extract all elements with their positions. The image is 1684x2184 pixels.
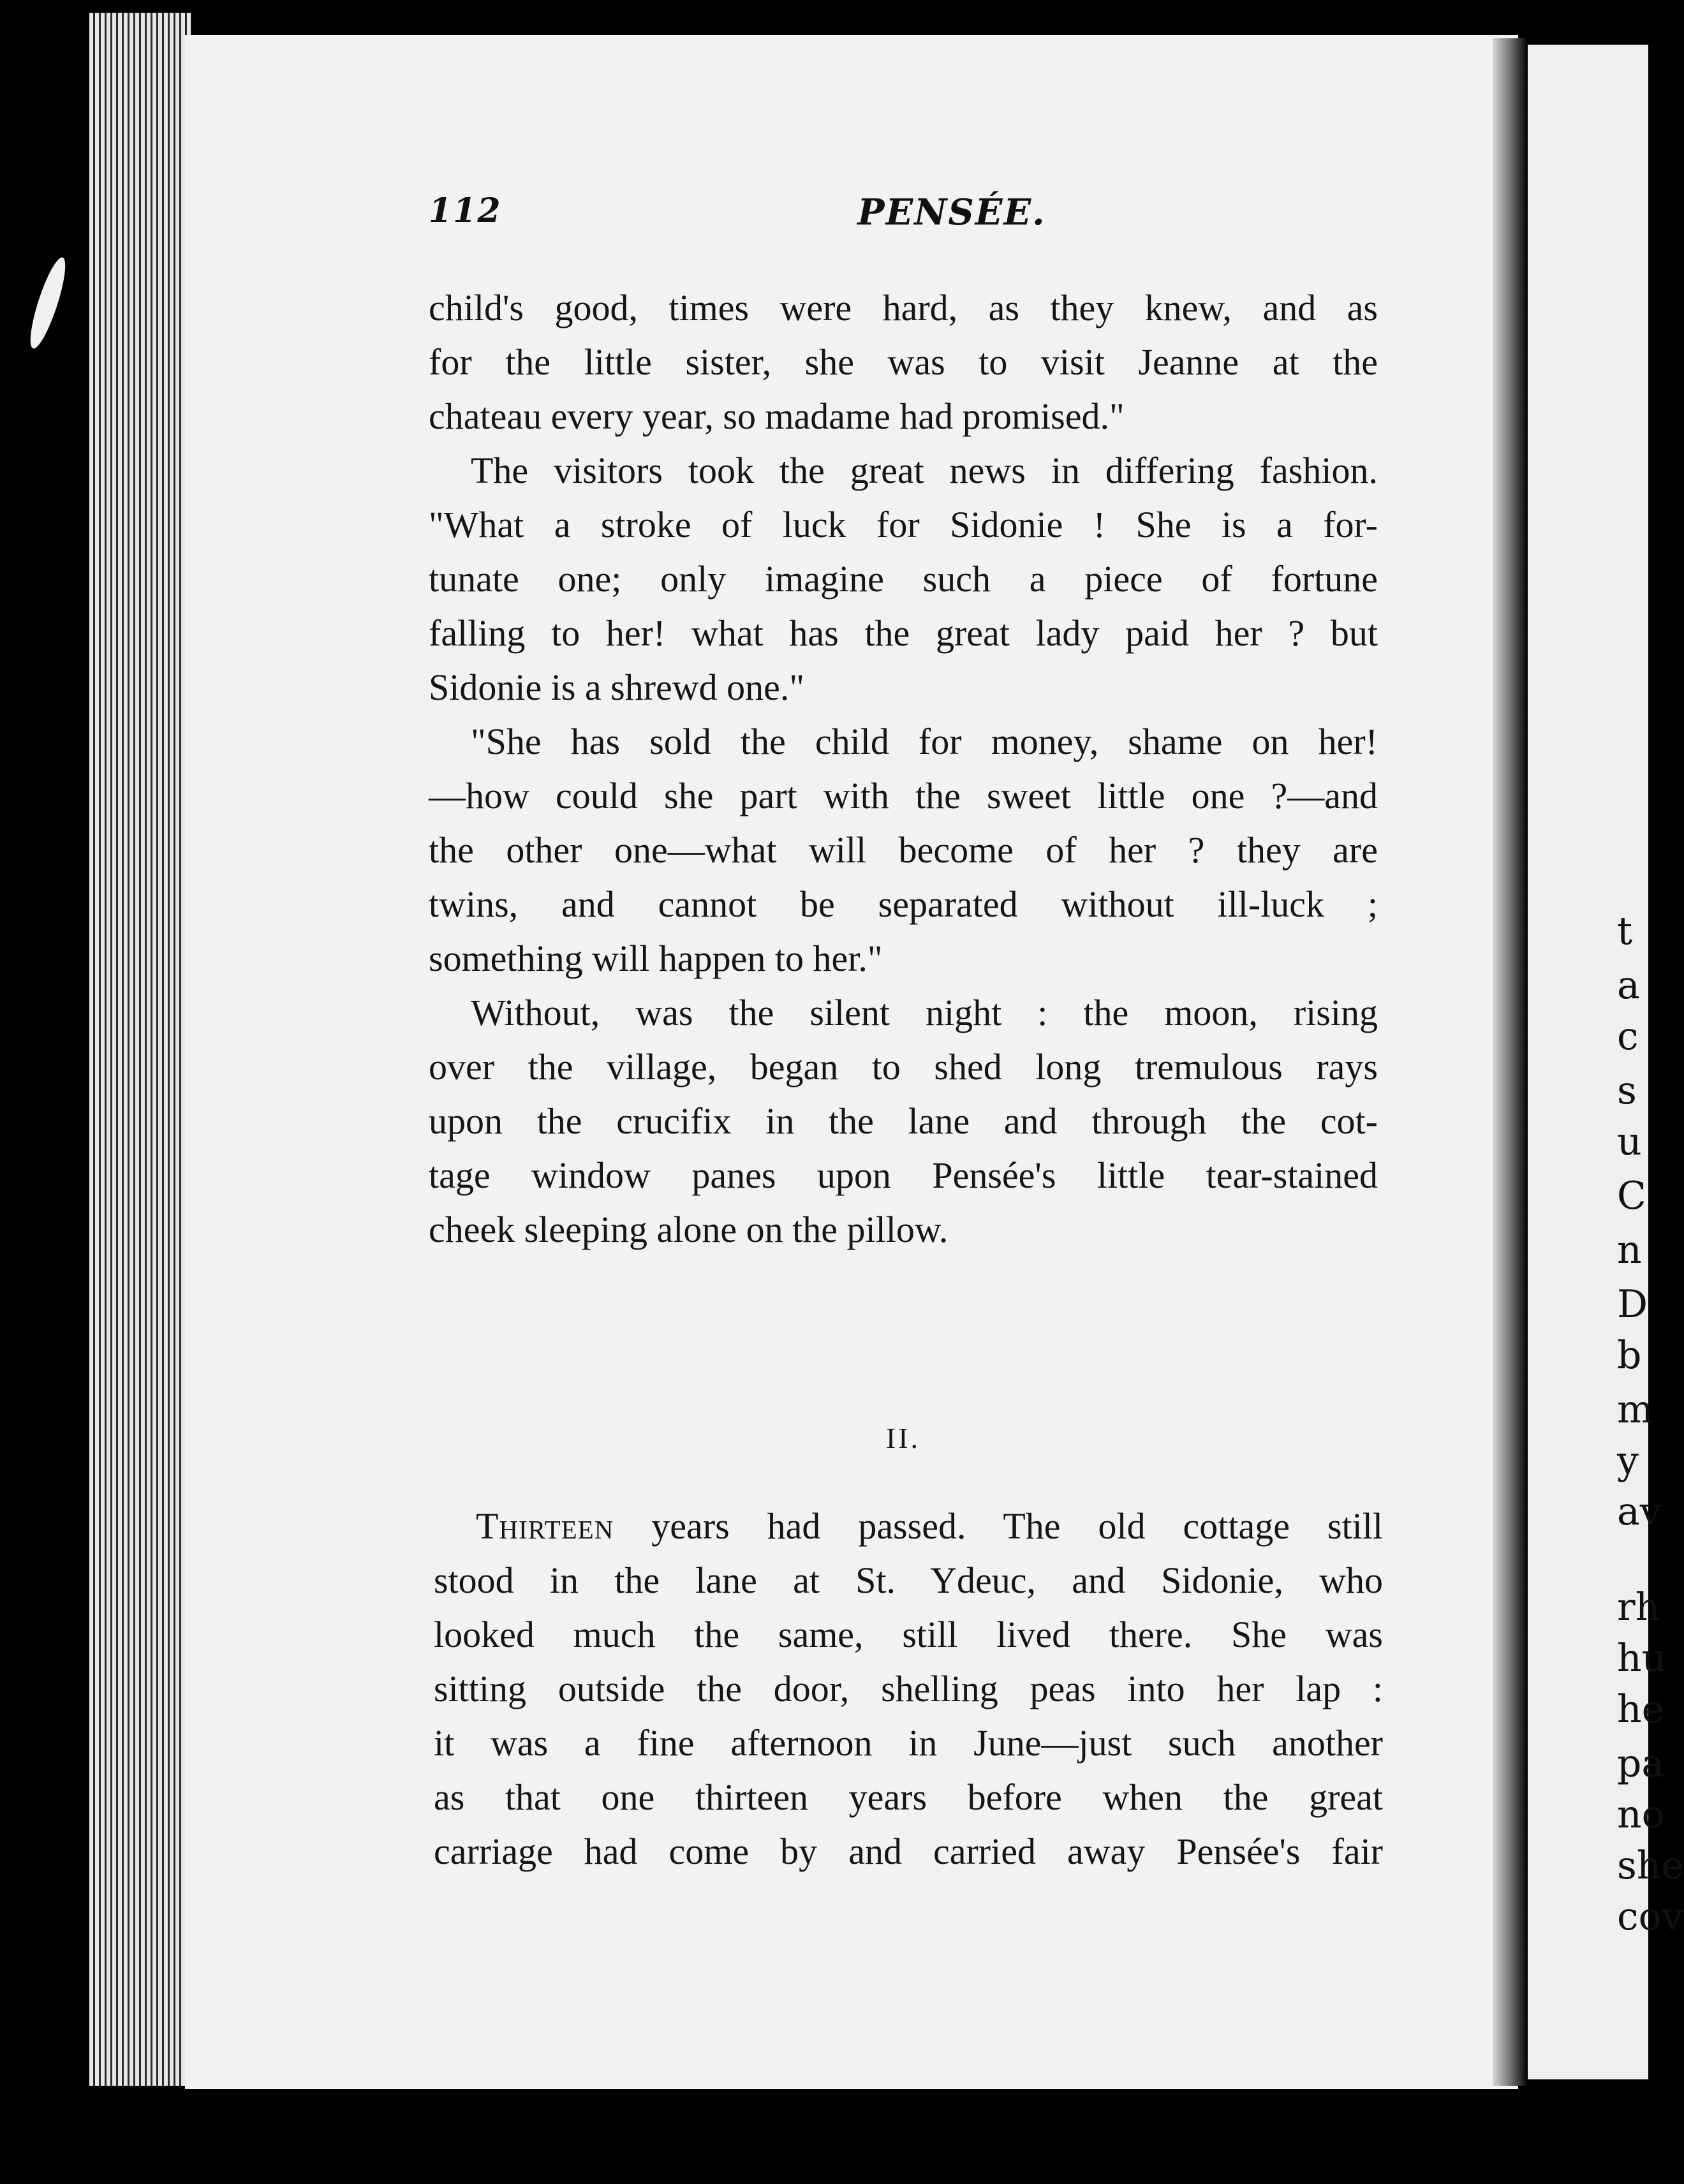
text-line bbox=[434, 1499, 1383, 1553]
text-line: it was a fine afternoon in June—just such another bbox=[434, 1722, 1383, 1764]
text-line: looked much the same, still lived there. She was bbox=[434, 1614, 1383, 1655]
fragment-text: t bbox=[1617, 909, 1633, 954]
paragraph bbox=[434, 1499, 1383, 1878]
text-line: carriage had come by and carried away Pensée's fair bbox=[434, 1831, 1383, 1872]
text-line: The visitors took the great news in differing fashion. bbox=[471, 450, 1378, 491]
right-page-fragment bbox=[1528, 45, 1684, 2079]
fragment-text: av bbox=[1617, 1489, 1662, 1534]
paragraph bbox=[429, 281, 1378, 443]
fragment-text: y bbox=[1617, 1438, 1639, 1483]
text-line: upon the crucifix in the lane and through the cot- bbox=[429, 1100, 1378, 1142]
fragment-text: s bbox=[1617, 1068, 1637, 1113]
fragment-text: no bbox=[1617, 1792, 1665, 1837]
opening-word: Thirteen bbox=[476, 1505, 614, 1547]
text-line: falling to her! what has the great lady paid her ? but bbox=[429, 612, 1378, 654]
text-line: "What a stroke of luck for Sidonie ! She is a for- bbox=[429, 504, 1378, 545]
text-line: —how could she part with the sweet little one ?—and bbox=[429, 775, 1378, 816]
fragment-text: n bbox=[1617, 1228, 1642, 1273]
text-line: twins, and cannot be separated without ill-luck ; bbox=[429, 883, 1378, 925]
text-line: stood in the lane at St. Ydeuc, and Sidonie, who bbox=[434, 1560, 1383, 1601]
text-line: tage window panes upon Pensée's little tear-stained bbox=[429, 1155, 1378, 1196]
text-block bbox=[429, 281, 1378, 1257]
text-line: cheek sleeping alone on the pillow. bbox=[429, 1209, 949, 1250]
fragment-text: hu bbox=[1617, 1636, 1667, 1681]
text-line: "She has sold the child for money, shame on her! bbox=[471, 721, 1378, 762]
fragment-text: D bbox=[1617, 1282, 1648, 1327]
fragment-text: cov bbox=[1617, 1894, 1683, 1939]
fragment-text: u bbox=[1617, 1119, 1642, 1164]
fragment-text: b bbox=[1617, 1333, 1642, 1378]
paragraph bbox=[429, 714, 1378, 985]
text-line: something will happen to her." bbox=[429, 938, 883, 979]
page-edges bbox=[89, 13, 191, 2086]
page-number: 112 bbox=[429, 191, 502, 230]
book-gutter bbox=[1493, 38, 1528, 2086]
section-number: II. bbox=[885, 1422, 921, 1454]
fragment-text: pa bbox=[1617, 1741, 1665, 1786]
fragment-text: rh bbox=[1617, 1585, 1660, 1630]
text-line: chateau every year, so madame had promised." bbox=[429, 395, 1125, 437]
fragment-text: c bbox=[1617, 1014, 1639, 1059]
opening-line-rest: years had passed. The old cottage still bbox=[614, 1505, 1383, 1547]
text-line: Sidonie is a shrewd one." bbox=[429, 667, 805, 708]
text-line: the other one—what will become of her ? they are bbox=[429, 829, 1378, 871]
paragraph bbox=[429, 443, 1378, 714]
fragment-text: he bbox=[1617, 1687, 1665, 1732]
section-text-block bbox=[434, 1499, 1383, 1878]
text-line: for the little sister, she was to visit Jeanne at the bbox=[429, 341, 1378, 383]
text-line: tunate one; only imagine such a piece of fortune bbox=[429, 558, 1378, 600]
text-line: child's good, times were hard, as they knew, and as bbox=[429, 287, 1378, 328]
page-header bbox=[429, 191, 1378, 242]
text-line: as that one thirteen years before when the great bbox=[434, 1776, 1383, 1818]
text-line: Without, was the silent night : the moon, rising bbox=[471, 992, 1378, 1033]
running-title: PENSÉE. bbox=[857, 191, 1046, 233]
fragment-text: she bbox=[1617, 1843, 1684, 1888]
fragment-text: a bbox=[1617, 963, 1640, 1008]
text-line: over the village, began to shed long tremulous rays bbox=[429, 1046, 1378, 1088]
text-line: sitting outside the door, shelling peas into her lap : bbox=[434, 1668, 1383, 1709]
paragraph bbox=[429, 985, 1378, 1257]
scan-artifact-mark bbox=[24, 255, 72, 351]
fragment-text: C bbox=[1617, 1174, 1646, 1218]
fragment-text: m bbox=[1617, 1387, 1653, 1432]
